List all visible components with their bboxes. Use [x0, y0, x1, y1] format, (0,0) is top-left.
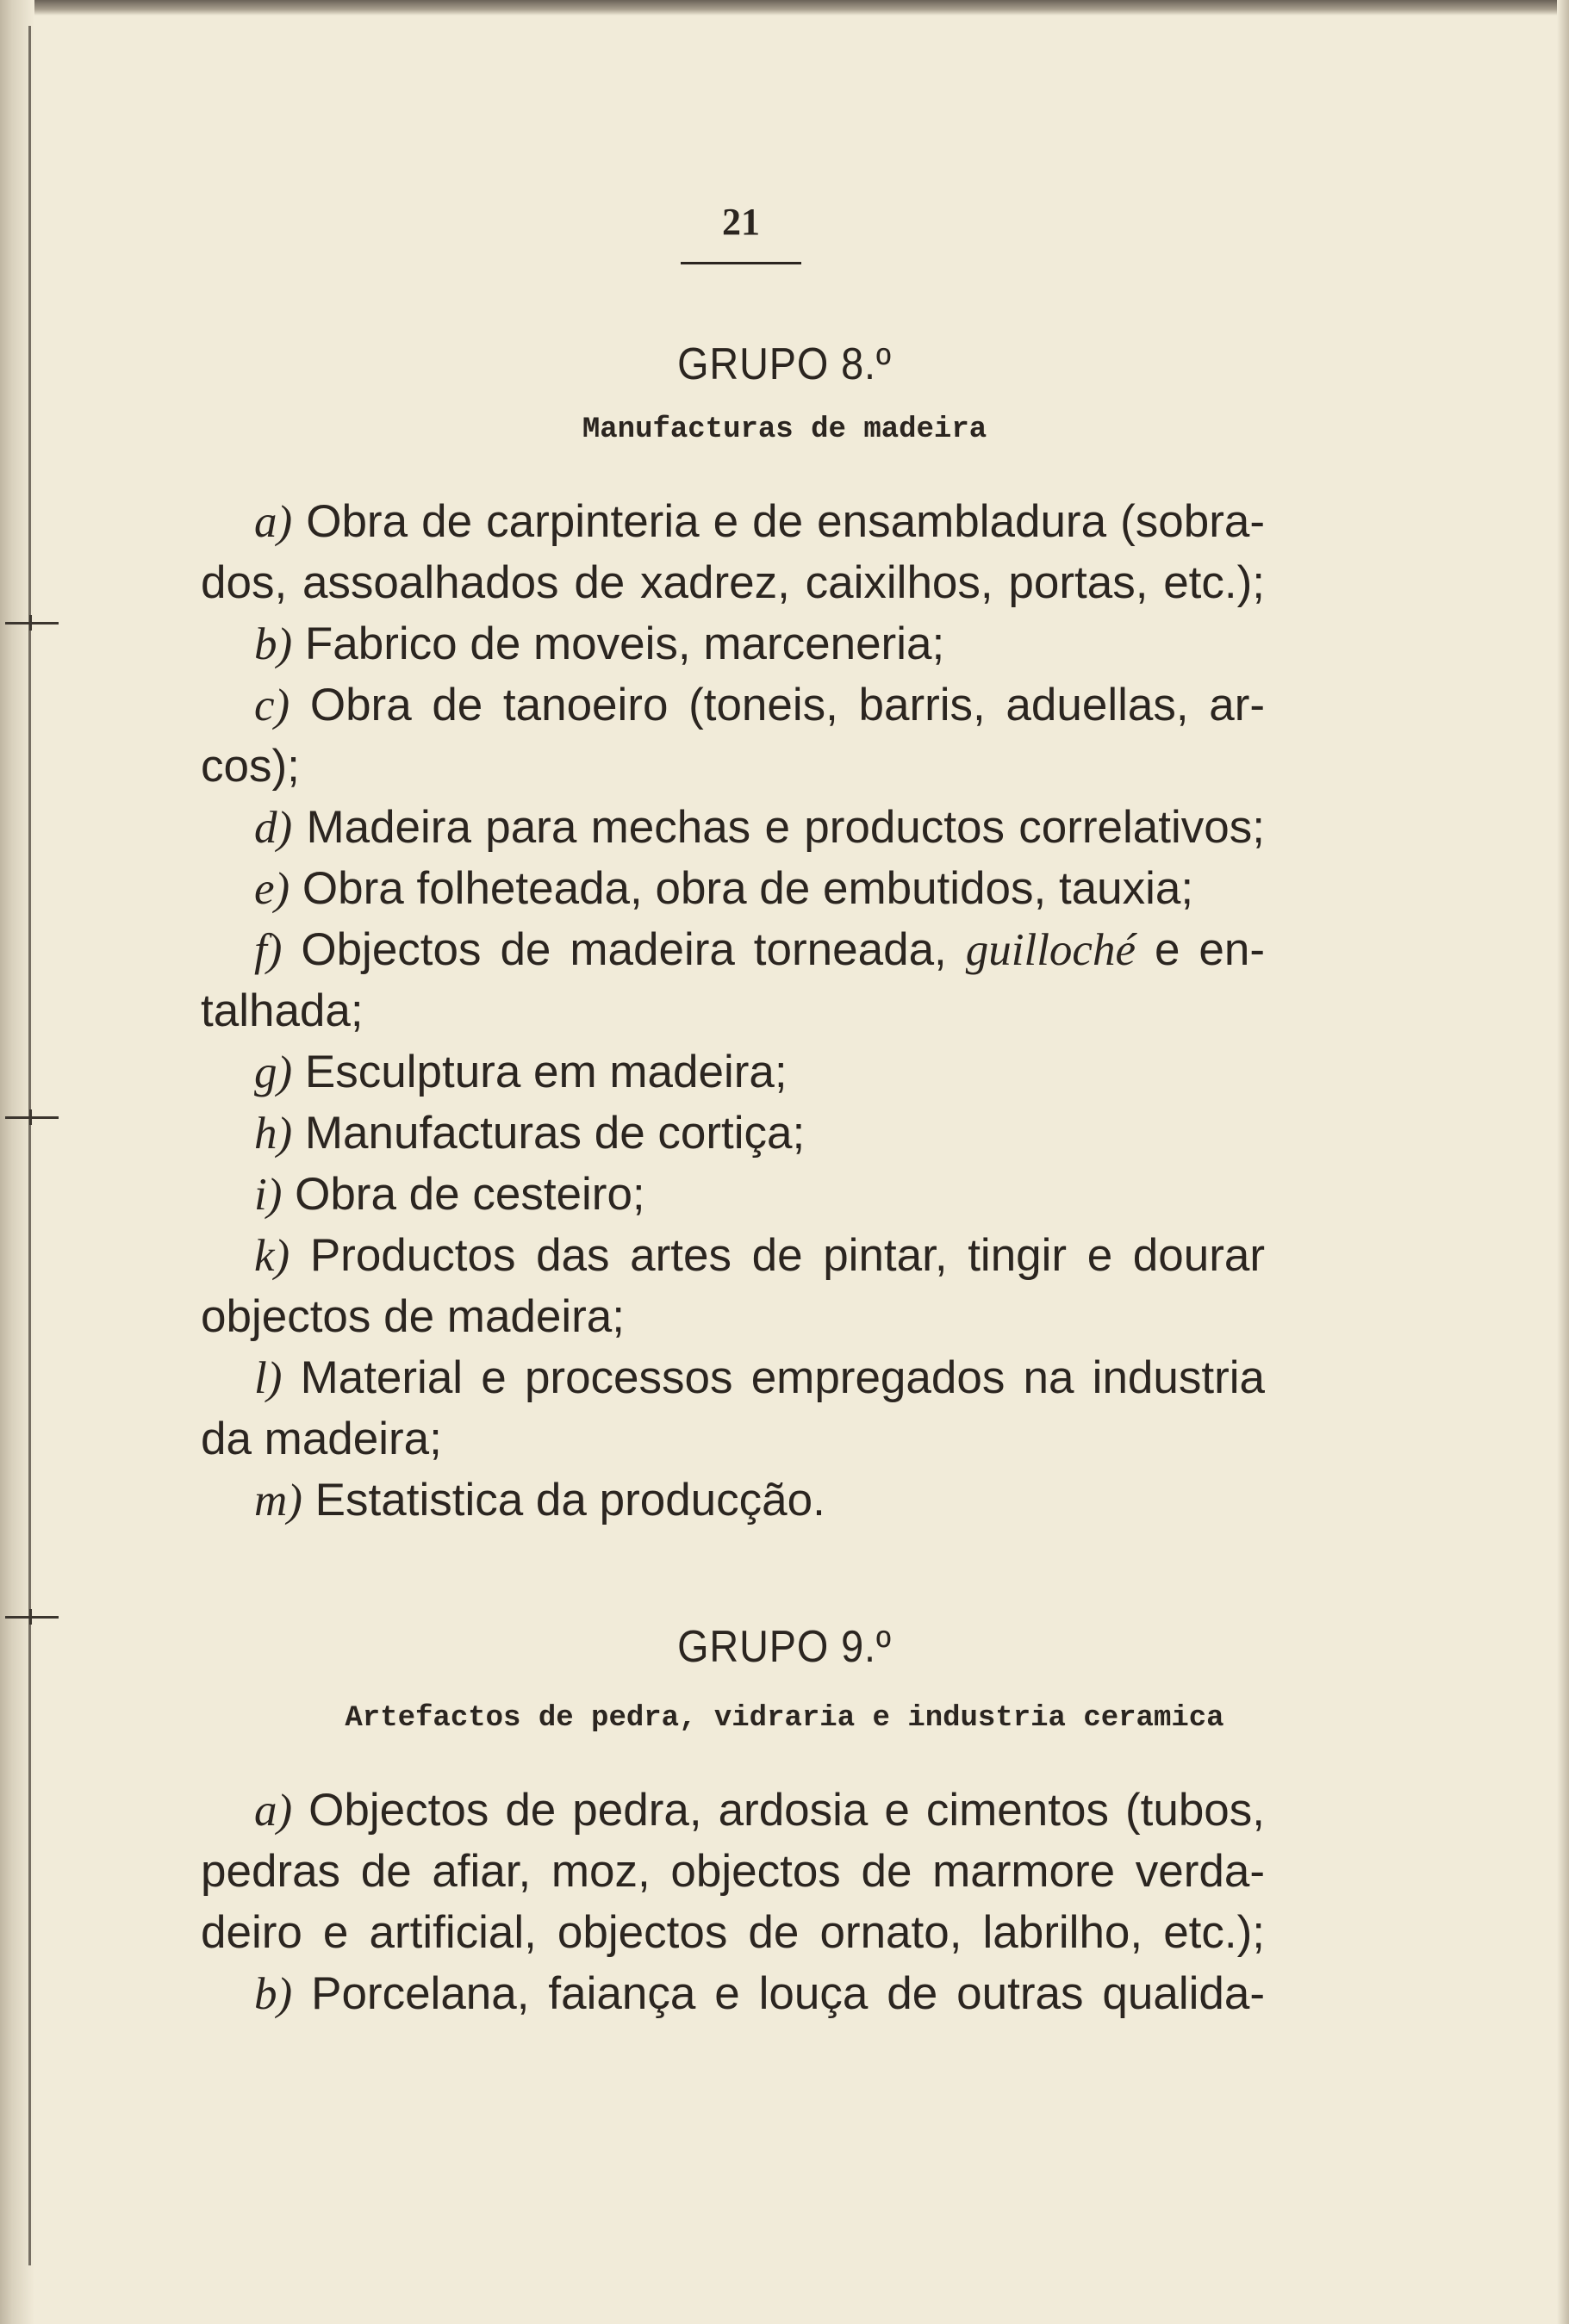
item-text: Madeira para mechas e productos correlativos;: [306, 802, 1265, 853]
item-letter: k): [254, 1231, 290, 1281]
list-item: [201, 919, 1265, 980]
item-letter: g): [254, 1047, 293, 1097]
item-text: Objectos de madeira torneada,: [301, 924, 947, 975]
group-8-subtitle: Manufacturas de madeira: [582, 413, 987, 446]
group-8-heading: GRUPO 8.º: [677, 339, 892, 389]
item-letter: e): [254, 864, 290, 914]
list-item-continuation: [201, 1286, 1265, 1347]
item-text: Obra folheteada, obra de embutidos, tauxia;: [302, 863, 1194, 914]
item-text: talhada;: [201, 985, 364, 1036]
list-item-continuation: [201, 1841, 1265, 1902]
item-text: Esculptura em madeira;: [304, 1047, 788, 1097]
list-item: [201, 1780, 1265, 1841]
item-letter: h): [254, 1109, 293, 1159]
group-8-list: [201, 491, 1265, 1531]
binding-stitch: [5, 622, 59, 624]
list-item: [201, 858, 1265, 919]
item-text: objectos de madeira;: [201, 1291, 626, 1342]
binding-stitch: [5, 1616, 59, 1619]
list-item: [201, 491, 1265, 552]
item-text: Manufacturas de cortiça;: [304, 1108, 806, 1159]
item-text: da madeira;: [201, 1414, 442, 1464]
page-right-edge: [1557, 0, 1569, 2324]
page-top-edge: [0, 0, 1569, 16]
item-text: Productos das artes de pintar, tingir e dourar: [309, 1230, 1266, 1281]
item-text: Objectos de pedra, ardosia e cimentos (tubos,: [308, 1785, 1265, 1836]
item-text: deiro e artificial, objectos de ornato, labrilho, etc.);: [201, 1907, 1265, 1958]
list-item-continuation: [201, 1902, 1265, 1963]
item-letter: c): [254, 680, 290, 730]
list-item: [201, 1041, 1265, 1103]
item-text: cos);: [201, 741, 300, 792]
item-letter: f): [254, 925, 283, 975]
list-item: [201, 1963, 1265, 2024]
item-text: Obra de carpinteria e de ensambladura (sobra-: [306, 496, 1265, 547]
list-item: [201, 613, 1265, 674]
item-italic-term: guilloché: [965, 925, 1136, 975]
item-text: Obra de tanoeiro (toneis, barris, aduellas, ar-: [309, 680, 1265, 730]
item-text: Material e processos empregados na industria: [300, 1352, 1265, 1403]
group-9-subtitle: Artefactos de pedra, vidraria e industria ceramica: [345, 1702, 1224, 1735]
list-item: [201, 797, 1265, 858]
group-9-heading: GRUPO 9.º: [677, 1622, 892, 1672]
page-number: 21: [722, 201, 760, 243]
item-letter: b): [254, 1969, 293, 2019]
item-letter: l): [254, 1353, 283, 1403]
item-letter: a): [254, 1786, 293, 1836]
item-letter: b): [254, 619, 293, 669]
list-item: [201, 1164, 1265, 1225]
list-item: [201, 1225, 1265, 1286]
item-text: Estatistica da producção.: [314, 1475, 825, 1526]
list-item: [201, 1103, 1265, 1164]
page-number-rule: [681, 262, 801, 264]
item-letter: a): [254, 497, 293, 547]
item-letter: d): [254, 803, 293, 853]
list-item: [201, 1347, 1265, 1408]
item-letter: i): [254, 1170, 283, 1220]
item-text: pedras de afiar, moz, objectos de marmore verda-: [201, 1846, 1265, 1897]
item-text: Porcelana, faiança e louça de outras qualida-: [311, 1968, 1265, 2019]
item-text: Fabrico de moveis, marceneria;: [304, 618, 945, 669]
group-9-list: [201, 1780, 1265, 2024]
item-text: dos, assoalhados de xadrez, caixilhos, portas, etc.);: [201, 557, 1265, 608]
list-item: [201, 674, 1265, 736]
list-item-continuation: [201, 552, 1265, 613]
item-letter: m): [254, 1476, 302, 1526]
list-item: [201, 1470, 1265, 1531]
item-text: e en-: [1154, 924, 1265, 975]
list-item-continuation: [201, 1408, 1265, 1470]
list-item-continuation: [201, 980, 1265, 1041]
binding-stitch: [5, 1116, 59, 1119]
binding-line: [28, 26, 31, 2265]
item-text: Obra de cesteiro;: [295, 1169, 645, 1220]
list-item-continuation: [201, 736, 1265, 797]
